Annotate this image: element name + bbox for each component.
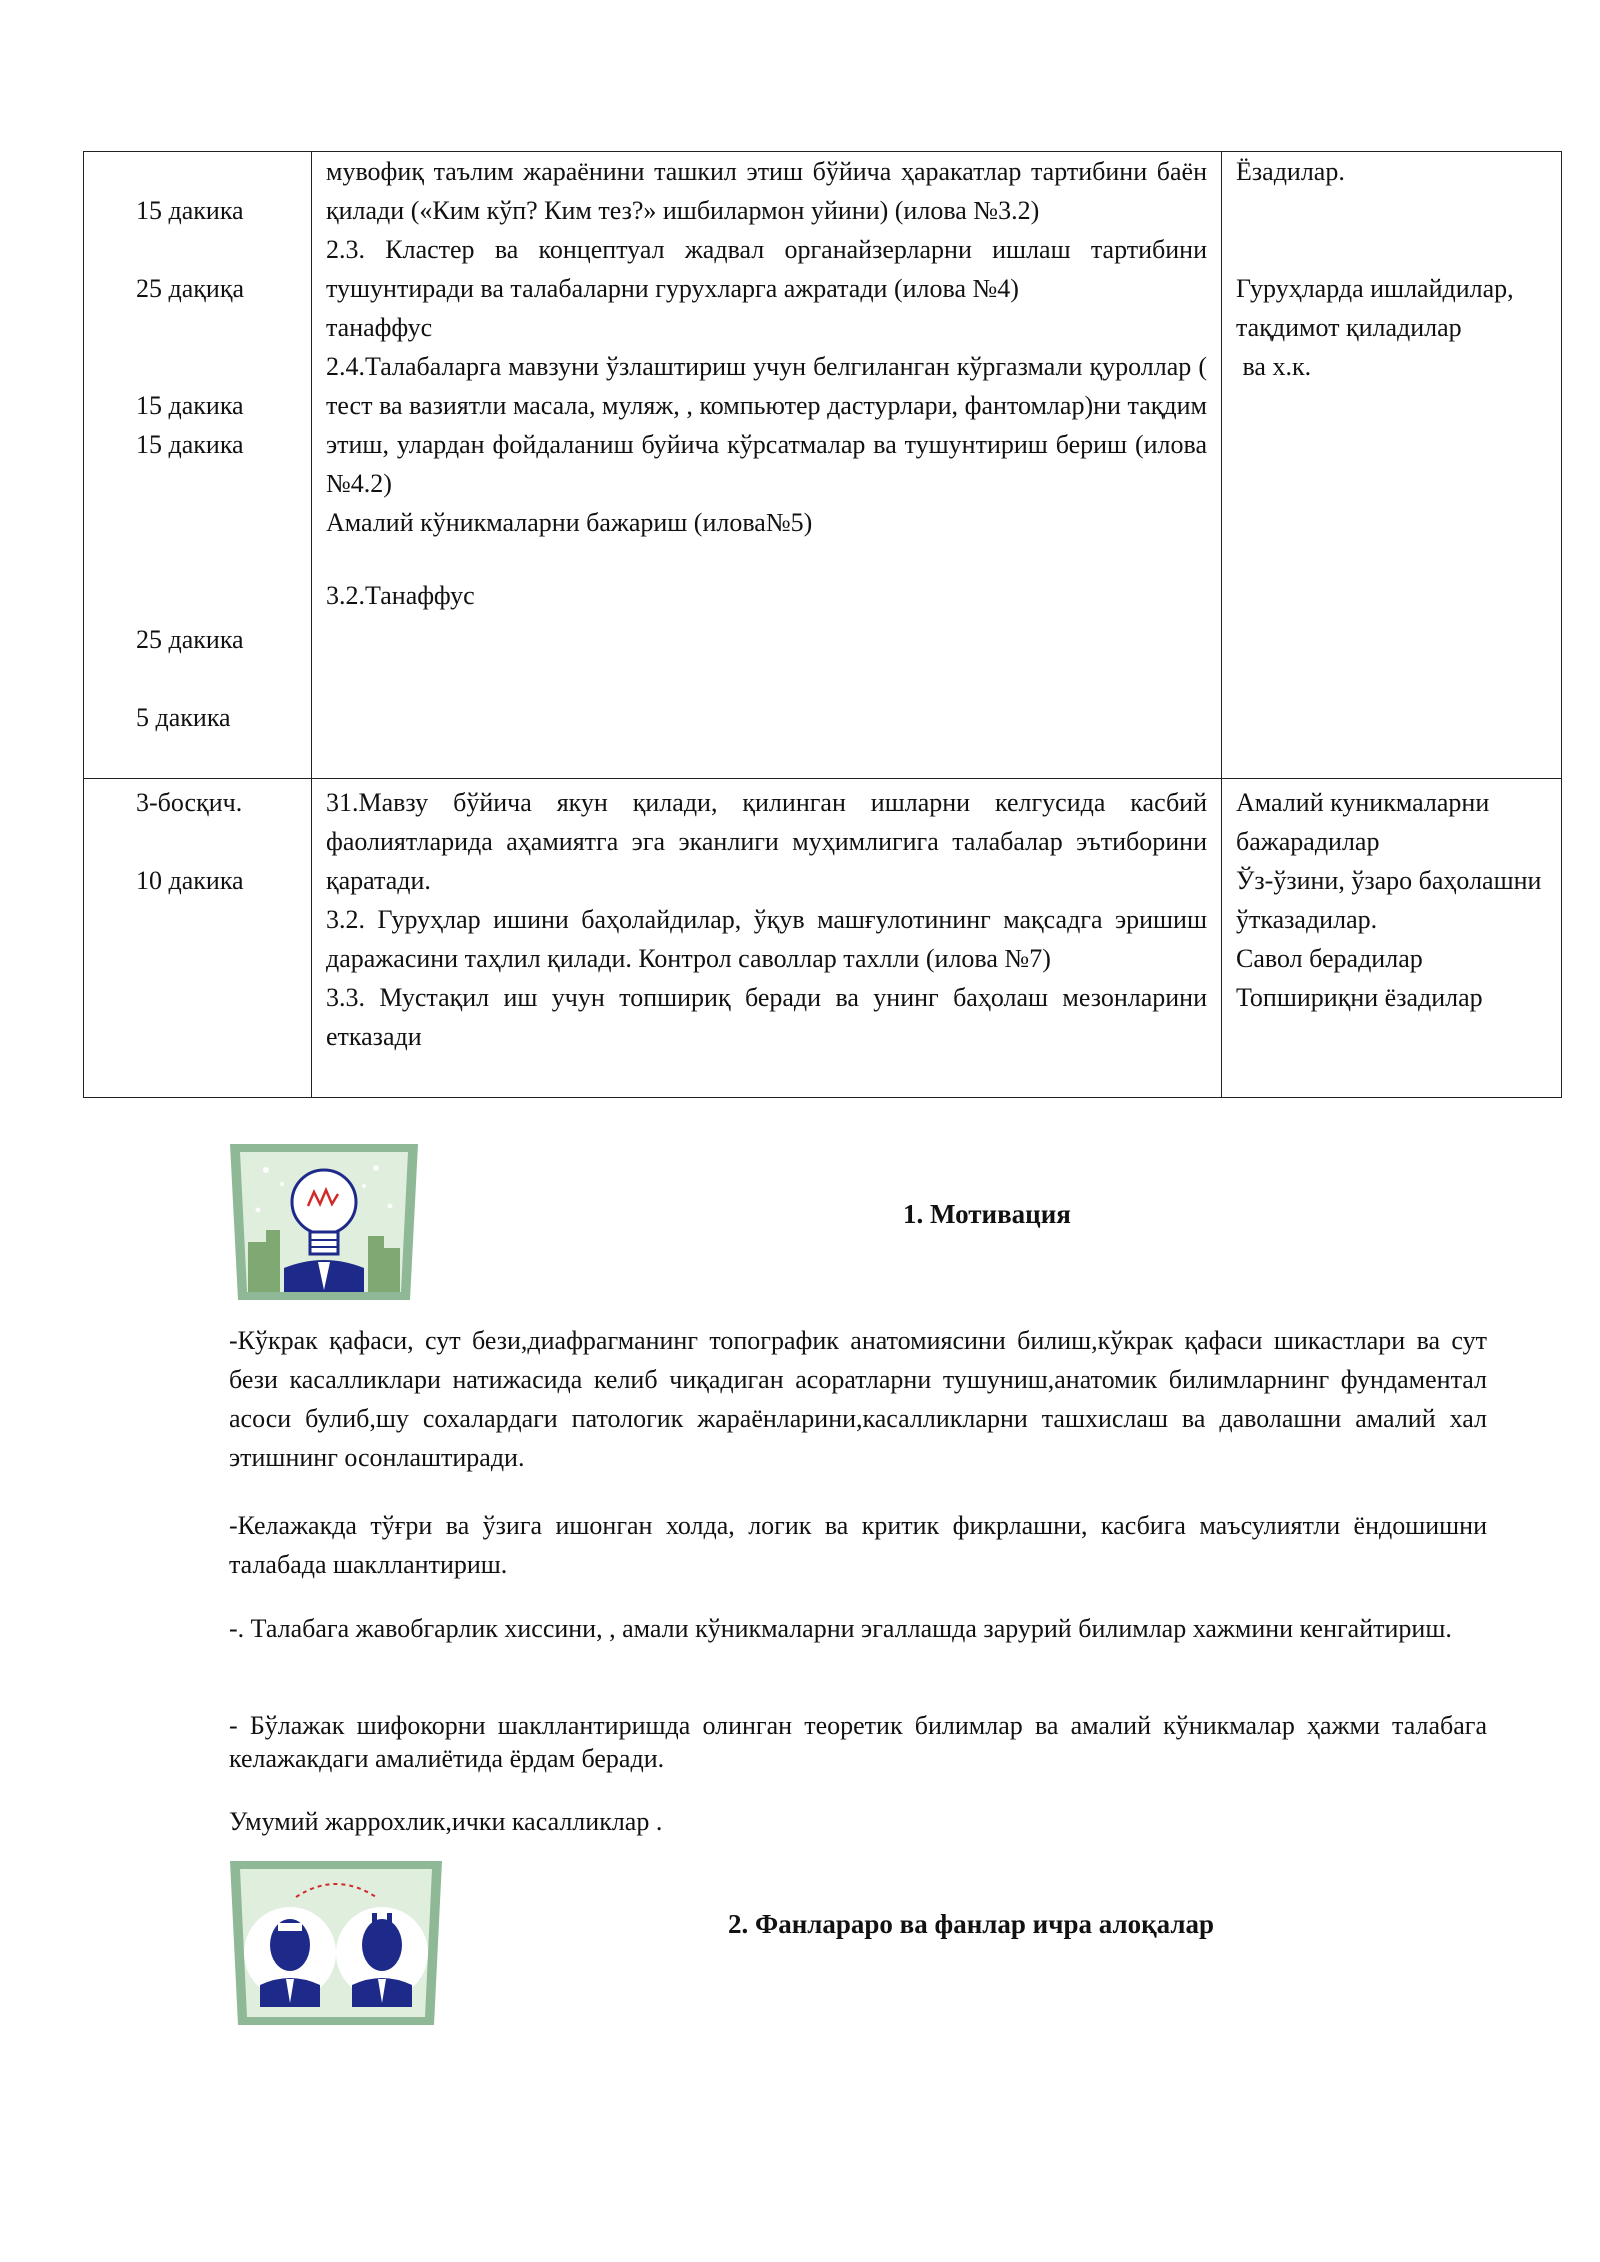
- stage-label: 3-босқич.: [136, 788, 243, 817]
- teacher-activity-column: [312, 152, 1222, 779]
- activity-text: 3.3. Мустақил иш учун топшириқ беради ва унинг баҳолаш мезонларини етказади: [326, 983, 1207, 1051]
- teacher-activity-column: [312, 779, 1222, 1098]
- time-label: 15 дакика: [136, 430, 244, 459]
- paragraph: Умумий жаррохлик,ички касалликлар .: [229, 1807, 663, 1836]
- time-label: 25 дақиқа: [136, 274, 244, 303]
- student-text: Ўз-ўзини, ўзаро баҳолашни ўтказадилар.: [1236, 866, 1542, 934]
- student-activity-column: [1222, 779, 1562, 1098]
- student-text: Савол берадилар: [1236, 944, 1423, 973]
- time-label: 10 дакика: [136, 866, 244, 895]
- student-text: Топшириқни ёзадилар: [1236, 983, 1483, 1012]
- paragraph: -Кўкрак қафаси, сут бези,диафрагманинг топографик анатомиясини билиш,кўкрак қафаси шикастлари ва сут бези касалликлари натижасида келиб чиқадиган асоратларни тушуниш,анатомик билимларнинг фундаментал асоси булиб,шу сохалардаги патологик жараёнларини,касалликларни ташхислаш ва даволашни амалий хал этишнинг осонлаштиради.: [229, 1326, 1487, 1472]
- student-text: Ёзадилар.: [1236, 157, 1345, 186]
- activity-text: 3.2. Гуруҳлар ишини баҳолайдилар, ўқув машғулотининг мақсадга эришиш даражасини таҳлил қилади. Контрол саволлар тахлли (илова №7): [326, 905, 1207, 973]
- activity-text: 3.2.Танаффус: [326, 581, 475, 610]
- paragraph: - Бўлажак шифокорни шакллантиришда олинган теоретик билимлар ва амалий кўникмалар ҳажми талабага келажакдаги амалиётида ёрдам беради.: [229, 1711, 1487, 1773]
- activity-text: танаффус: [326, 313, 433, 342]
- time-column: [84, 779, 312, 1098]
- activity-text: мувофиқ таълим жараёнини ташкил этиш бўйича ҳаракатлар тартибини баён қилади («Ким кўп? Ким тез?» ишбилармон уйини) (илова №3.2): [326, 157, 1207, 225]
- student-text: Амалий куникмаларни бажарадилар: [1236, 788, 1490, 856]
- time-column: [84, 152, 312, 779]
- paragraph: -Келажакда тўғри ва ўзига ишонган холда, логик ва критик фикрлашни, касбига маъсулиятли ёндошишни талабада шакллантириш.: [229, 1511, 1487, 1579]
- table-row: [84, 779, 1562, 1098]
- time-label: 15 дакика: [136, 196, 244, 225]
- section-heading: 2. Фанлараро ва фанлар ичра алоқалар: [728, 1909, 1215, 1939]
- lightbulb-head-icon: [226, 1140, 422, 1304]
- connected-heads-icon: [226, 1857, 446, 2029]
- activity-text: 2.4.Талабаларга мавзуни ўзлаштириш учун белгиланган кўргазмали қуроллар ( тест ва вазиятли масала, муляж, , компьютер дастурлари, фантомлар)ни тақдим этиш, улардан фойдаланиш буйича кўрсатмалар ва тушунтириш бериш (илова №4.2): [326, 352, 1207, 498]
- section-heading: 1. Мотивация: [903, 1199, 1071, 1229]
- time-label: 15 дакика: [136, 391, 244, 420]
- activity-text: 31.Мавзу бўйича якун қилади, қилинган ишларни келгусида касбий фаолиятларида аҳамиятга эга эканлиги муҳимлигига талабалар эътиборини қаратади.: [326, 788, 1207, 895]
- activity-text: 2.3. Кластер ва концептуал жадвал органайзерларни ишлаш тартибини тушунтиради ва талабаларни гурухларга ажратади (илова №4): [326, 235, 1207, 303]
- time-label: 25 дакика: [136, 625, 244, 654]
- time-label: 5 дакика: [136, 703, 231, 732]
- student-activity-column: [1222, 152, 1562, 779]
- lesson-plan-table: [83, 151, 1562, 1098]
- student-text: Гуруҳларда ишлайдилар, тақдимот қиладилар: [1236, 274, 1514, 342]
- activity-text: Амалий кўникмаларни бажариш (илова№5): [326, 508, 813, 537]
- table-row: [84, 152, 1562, 779]
- student-text: ва х.к.: [1236, 352, 1312, 381]
- paragraph: -. Талабага жавобгарлик хиссини, , амали кўникмаларни эгаллашда зарурий билимлар хажмини кенгайтириш.: [229, 1614, 1452, 1643]
